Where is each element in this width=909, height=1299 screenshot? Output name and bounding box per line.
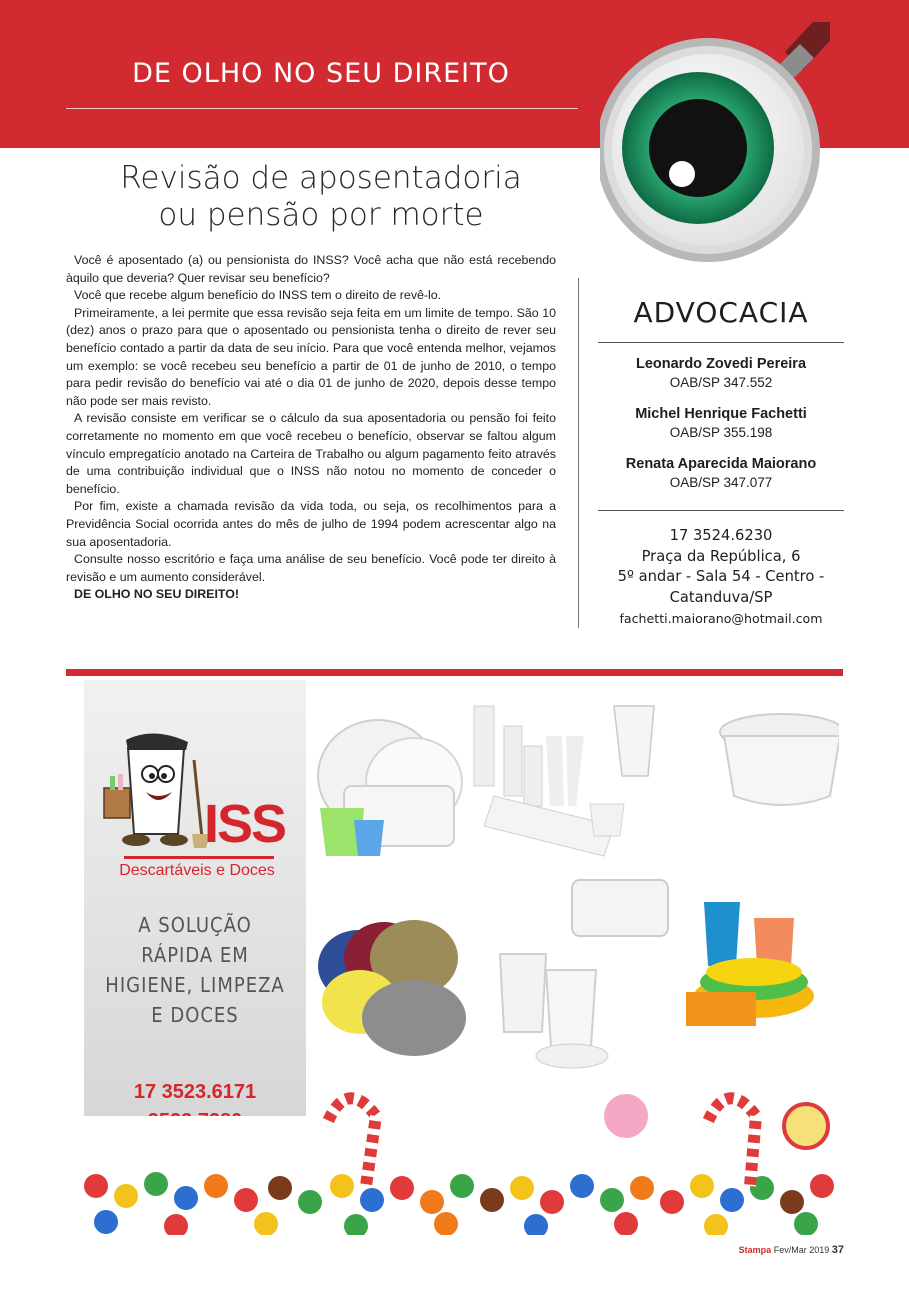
ad-slogan-line: E DOCES [151, 1003, 239, 1027]
lawyer-entry [598, 454, 844, 492]
advertisement [66, 669, 843, 1235]
article-paragraph: Primeiramente, a lei permite que essa revisão seja feita em um limite de tempo. São 10 (dez) anos o prazo para que o aposentado ou pensionista tenha o direito de rever seu benefício contado a partir da data de seu início. Para que você entenda melhor, vejamos um exemplo: se você recebeu seu benefício a partir de 01 de junho de 2010, o tempo para pedir revisão do benefício vai até o dia 01 de junho de 2020, depois desse tempo não pode ser mais revisto. [66, 305, 556, 408]
mascot-cup-logo-icon [98, 730, 210, 850]
sidebar-divider [598, 342, 844, 343]
sidebar-divider [598, 510, 844, 511]
lawyer-name: Renata Aparecida Maiorano [625, 456, 817, 472]
ad-brand-name: ISS [204, 794, 286, 854]
office-email: fachetti.maiorano@hotmail.com [619, 611, 823, 626]
lawyer-name: Michel Henrique Fachetti [635, 406, 807, 422]
lawyer-oab: OAB/SP 347.552 [669, 375, 773, 390]
article-paragraph: Você é aposentado (a) ou pensionista do INSS? Você acha que não está recebendo àquilo que deveria? Quer revisar seu benefício? [66, 253, 556, 285]
lawyer-entry [598, 404, 844, 442]
article-paragraph: A revisão consiste em verificar se o cálculo da sua aposentadoria ou pensão foi feito corretamente no momento em que você recebeu o benefício, observar se faltou algum vínculo empregatício anotado na Carteira de Trabalho ou algum pagamento feito através de uma contribuição individual que o INSS não notou no momento de conceder o benefício. [66, 411, 556, 496]
ad-slogan [104, 910, 286, 1030]
lawyer-entry [598, 354, 844, 392]
edition-label: Fev/Mar 2019 [773, 1245, 830, 1255]
article-title-line: ou pensão por morte [158, 197, 484, 233]
column-divider [578, 278, 579, 628]
office-contact [598, 526, 844, 629]
title-divider [66, 108, 578, 109]
page-number: 37 [831, 1244, 844, 1256]
article-title [66, 160, 576, 234]
ad-slogan-line: HIGIENE, LIMPEZA [105, 973, 285, 997]
article-paragraph: Você que recebe algum benefício do INSS tem o direito de revê-lo. [74, 288, 442, 303]
ad-slogan-line: A SOLUÇÃO [138, 913, 252, 937]
office-address-line: 5º andar - Sala 54 - Centro - [617, 568, 825, 585]
article-paragraph: Por fim, existe a chamada revisão da vida toda, ou seja, os recolhimentos para a Previdência Social ocorrida antes do mês de julho de 1994 podem acrescentar algo na sua aposentadoria. [66, 499, 556, 549]
ad-brand-underline [124, 856, 274, 859]
lawyer-name: Leonardo Zovedi Pereira [635, 356, 807, 372]
article-title-line: Revisão de aposentadoria [120, 160, 522, 196]
candy-border-image [66, 1036, 843, 1235]
lawyer-oab: OAB/SP 347.077 [669, 475, 773, 490]
ad-phone: 17 3523.6171 [133, 1081, 257, 1103]
lawyer-oab: OAB/SP 355.198 [669, 425, 773, 440]
office-address-line: Praça da República, 6 [641, 547, 801, 565]
magnifier-eye-icon [600, 22, 830, 267]
lawyer-list [598, 354, 844, 504]
ad-brand-subtitle: Descartáveis e Doces [119, 862, 275, 879]
ad-slogan-line: RÁPIDA EM [141, 943, 249, 967]
article-paragraph: Consulte nosso escritório e faça uma análise de seu benefício. Você pode ter direito à revisão e um aumento considerável. [66, 552, 556, 584]
sidebar-heading: ADVOCACIA [633, 296, 809, 329]
product-photo-collage [314, 696, 839, 1076]
office-address-line: Catanduva/SP [669, 588, 773, 606]
article-body [66, 252, 556, 604]
page-footer [730, 1244, 844, 1256]
magazine-name: Stampa [738, 1245, 772, 1255]
article-signoff: DE OLHO NO SEU DIREITO! [74, 587, 239, 602]
office-phone: 17 3524.6230 [669, 527, 773, 544]
section-title: DE OLHO NO SEU DIREITO [132, 58, 510, 89]
